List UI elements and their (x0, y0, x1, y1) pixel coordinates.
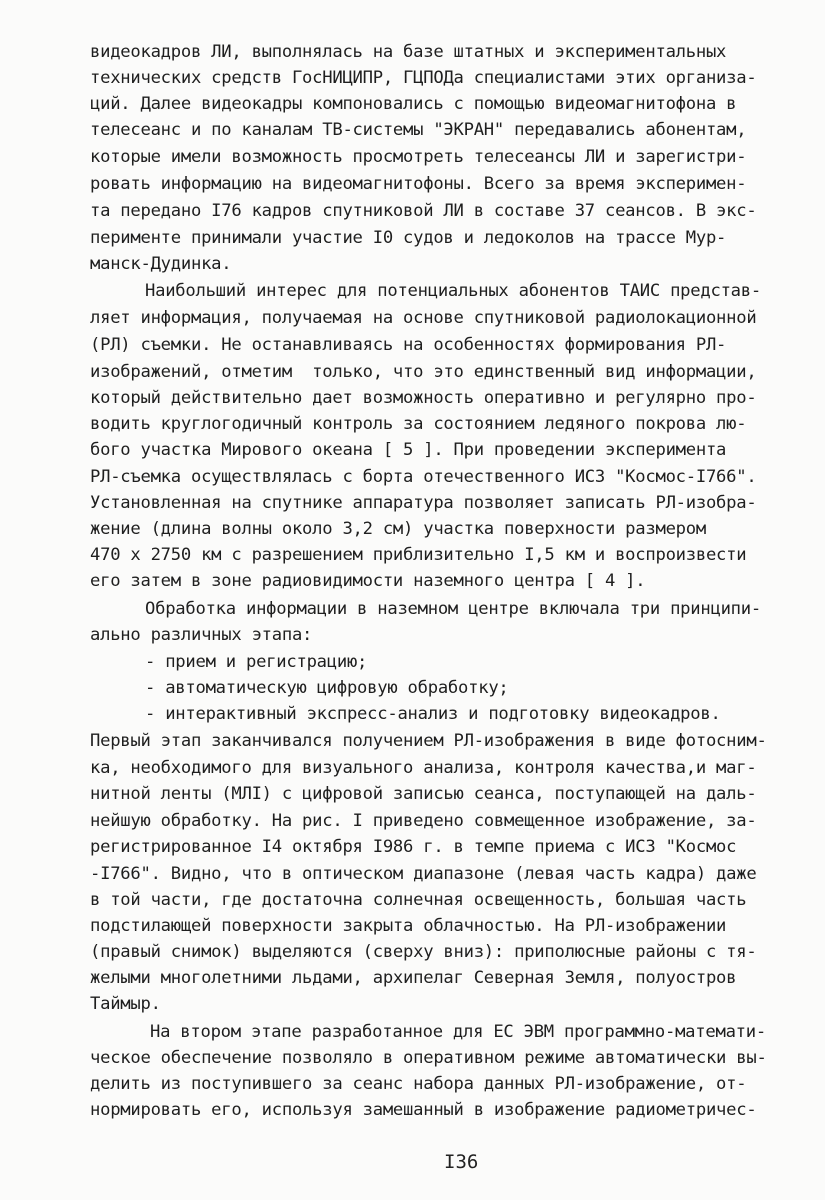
text-line: его затем в зоне радиовидимости наземного центра [ 4 ]. (90, 571, 646, 591)
text-line: который действительно дает возможность оперативно и регулярно про- (90, 388, 757, 408)
text-line: Обработка информации в наземном центре включала три принципи- (145, 599, 761, 619)
text-line: желыми многолетними льдами, архипелаг Северная Земля, полуостров (90, 968, 737, 988)
text-line: которые имели возможность просмотреть телесеансы ЛИ и зарегистри- (90, 147, 747, 167)
text-line: ляет информация, получаемая на основе спутниковой радиолокационной (90, 308, 757, 328)
text-line: регистрированное I4 октября I986 г. в темпе приема с ИСЗ "Космос (90, 837, 737, 857)
text-line: Установленная на спутнике аппаратура позволяет записать РЛ-изобра- (90, 493, 757, 513)
text-line: нитной ленты (МЛI) с цифровой записью сеанса, поступающей на даль- (90, 784, 757, 804)
text-line: -I766". Видно, что в оптическом диапазоне (левая часть кадра) даже (90, 864, 757, 884)
text-line: в той части, где достаточна солнечная освещенность, большая часть (90, 890, 747, 910)
text-line: делить из поступившего за сеанс набора данных РЛ-изображение, от- (90, 1074, 747, 1094)
text-line: 470 х 2750 км с разрешением приблизительно I,5 км и воспроизвести (90, 545, 747, 565)
text-line: манск-Дудинка. (90, 254, 232, 274)
text-line: водить круглогодичный контроль за состоянием ледяного покрова лю- (90, 414, 747, 434)
text-line: подстилающей поверхности закрыта облачностью. На РЛ-изображении (90, 916, 727, 936)
text-line: нормировать его, используя замешанный в изображение радиометричес- (90, 1100, 757, 1120)
text-line: жение (длина волны около 3,2 см) участка поверхности размером (90, 519, 706, 539)
text-line: технических средств ГосНИЦИПР, ГЦПОДа специалистами этих организа- (90, 68, 757, 88)
text-line: бого участка Мирового океана [ 5 ]. При проведении эксперимента (90, 440, 727, 460)
text-line: изображений, отметим только, что это единственный вид информации, (90, 362, 757, 382)
text-line: ций. Далее видеокадры компоновались с помощью видеомагнитофона в (90, 94, 737, 114)
text-line: ческое обеспечение позволяло в оперативном режиме автоматически вы- (90, 1048, 767, 1068)
text-line: Таймыр. (90, 994, 161, 1014)
text-line: (РЛ) съемки. Не останавливаясь на особенностях формирования РЛ- (90, 335, 727, 355)
text-line: та передано I76 кадров спутниковой ЛИ в составе 37 сеансов. В экс- (90, 201, 757, 221)
text-line: На втором этапе разработанное для ЕС ЭВМ программно-математи- (150, 1022, 766, 1042)
text-line: нейшую обработку. На рис. I приведено совмещенное изображение, за- (90, 811, 757, 831)
page-number: I36 (444, 1151, 479, 1173)
list-item: - интерактивный экспресс-анализ и подготовку видеокадров. (145, 704, 721, 724)
text-line: Наибольший интерес для потенциальных абонентов ТАИС представ- (145, 281, 761, 301)
text-line: РЛ-съемка осуществлялась с борта отечественного ИСЗ "Космос-I766". (90, 467, 757, 487)
list-item: - автоматическую цифровую обработку; (145, 678, 509, 698)
text-line: телесеанс и по каналам ТВ-системы "ЭКРАН" передавались абонентам, (90, 120, 747, 140)
text-line: перименте принимали участие I0 судов и ледоколов на трассе Мур- (90, 228, 727, 248)
text-line: ально различных этапа: (90, 625, 313, 645)
text-line: видеокадров ЛИ, выполнялась на базе штатных и экспериментальных (90, 42, 727, 62)
text-line: Первый этап заканчивался получением РЛ-изображения в виде фотосним- (90, 731, 767, 751)
text-line: ка, необходимого для визуального анализа, контроля качества,и маг- (90, 758, 757, 778)
list-item: - прием и регистрацию; (145, 652, 368, 672)
text-line: (правый снимок) выделяются (сверху вниз): приполюсные районы с тя- (90, 942, 757, 962)
text-line: ровать информацию на видеомагнитофоны. Всего за время эксперимен- (90, 174, 747, 194)
